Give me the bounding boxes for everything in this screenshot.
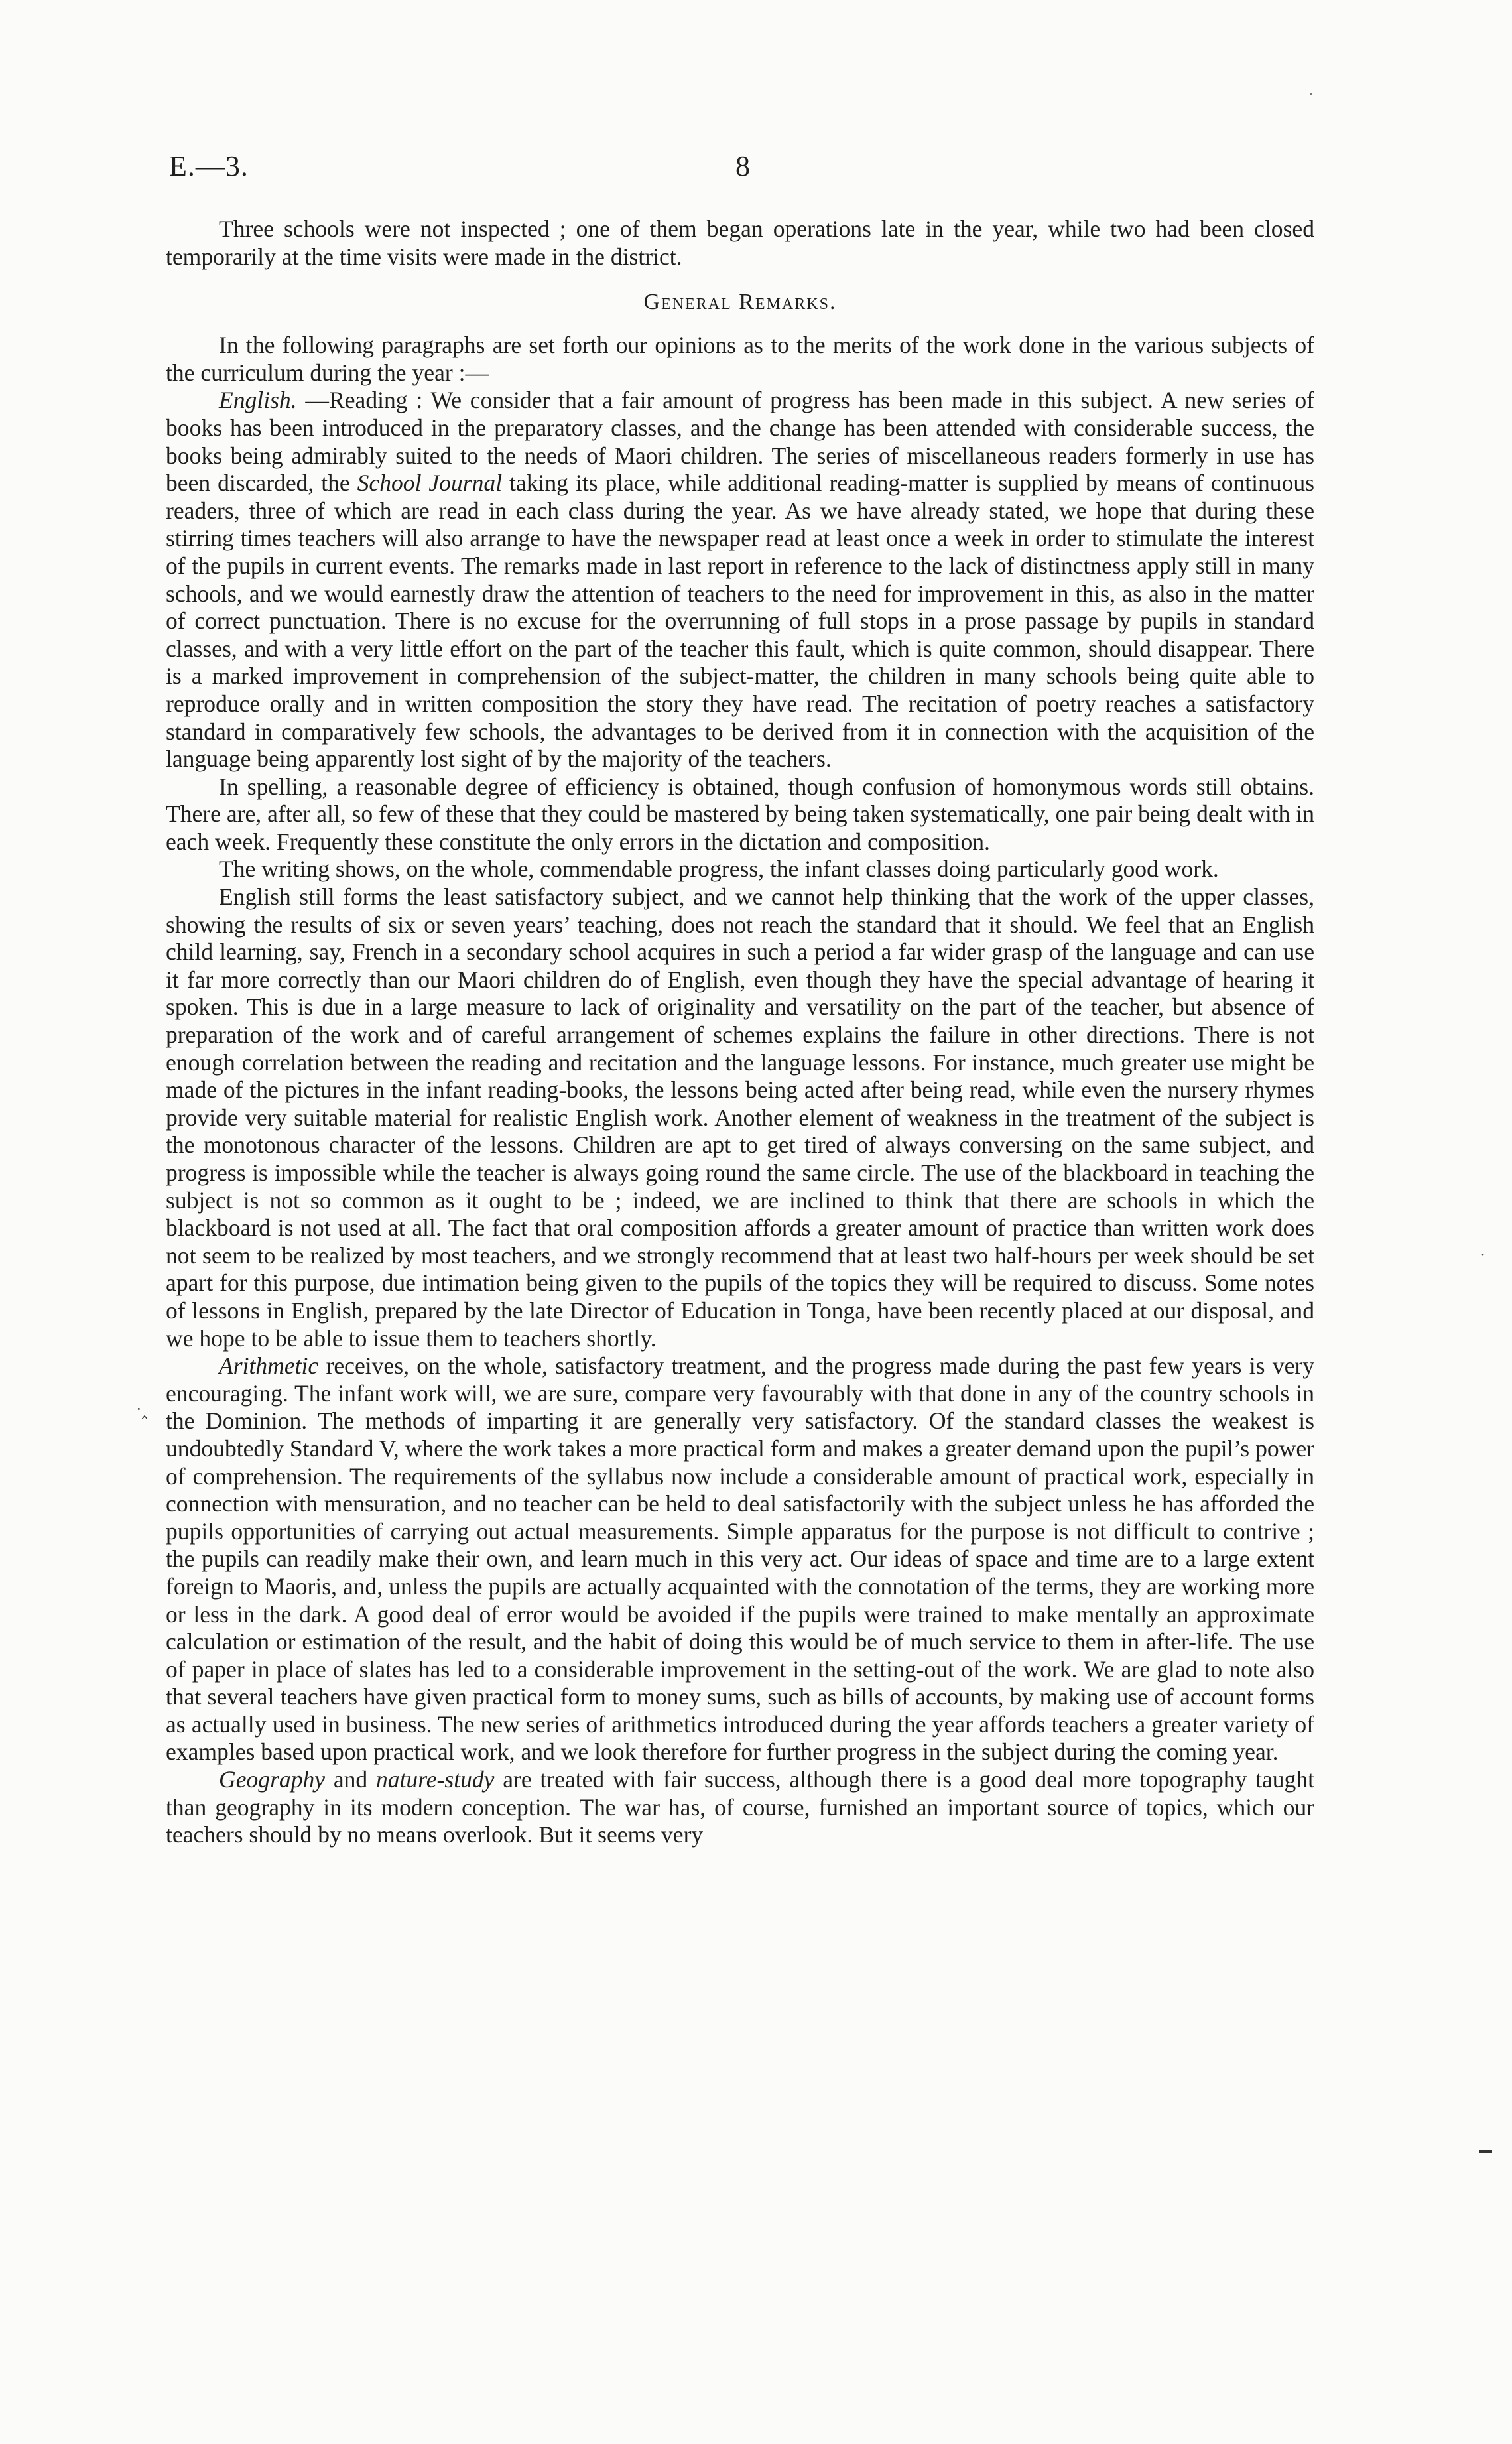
paragraph (166, 1766, 1314, 1849)
margin-mark (1479, 2150, 1492, 2153)
text-run: English still forms the least satisfactory subject, and we cannot help thinking that the work of the upper classes, showing the results of six or seven years’ teaching, does not reach the standard that it should. We feel that an English child learning, say, French in a secondary school acquires in such a period a far wider grasp of the language and can use it far more correctly than our Maori children do of English, even though they have the special advantage of hearing it spoken. This is due in a large measure to lack of originality and versatility on the part of the teacher, but absence of preparation of the work and of careful arrangement of schemes explains the failure in other directions. There is not enough correlation between the reading and recitation and the language lessons. For instance, much greater use might be made of the pictures in the infant reading-books, the lessons being acted after being read, while even the nursery rhymes provide very suitable material for realistic English work. Another element of weakness in the treatment of the subject is the monotonous character of the lessons. Children are apt to get tired of always conversing on the same subject, and progress is impossible while the teacher is always going round the same circle. The use of the blackboard in teaching the subject is not so common as it ought to be ; indeed, we are inclined to think that there are schools in which the blackboard is not used at all. The fact that oral composition affords a greater amount of practice than written work does not seem to be realized by most teachers, and we strongly recommend that at least two half-hours per week should be set apart for this purpose, due intimation being given to the pupils of the topics they will be required to discuss. Some notes of lessons in English, prepared by the late Director of Education in Tonga, have been recently placed at our disposal, and we hope to be able to issue them to teachers shortly. (166, 883, 1314, 1352)
scan-speck (1310, 93, 1312, 95)
section-heading: General Remarks. (643, 290, 837, 315)
text-run: receives, on the whole, satisfactory treatment, and the progress made during the past few years is very encouraging. The infant work will, we are sure, compare very favourably with that done in any of the country schools in the Dominion. The methods of imparting it are generally very satisfactory. Of the standard classes the weakest is undoubtedly Standard V, where the work takes a more practical form and makes a greater demand upon the pupil’s power of comprehension. The requirements of the syllabus now include a considerable amount of practical work, especially in connection with mensuration, and no teacher can be held to deal satisfactorily with the subject unless he has afforded the pupils opportunities of carrying out actual measurements. Simple apparatus for the purpose is not difficult to contrive ; the pupils can readily make their own, and learn much in this very act. Our ideas of space and time are to a large extent foreign to Maoris, and, unless the pupils are actually acquainted with the connotation of the terms, they are working more or less in the dark. A good deal of error would be avoided if the pupils were trained to make mentally an approximate calculation or estimation of the result, and the habit of doing this would be of much service to them in after-life. The use of paper in place of slates has led to a considerable improvement in the setting-out of the work. We are glad to note also that several teachers have given practical form to money sums, such as bills of accounts, by making use of account forms as actually used in business. The new series of arithmetics introduced during the year affords teachers a greater variety of examples based upon practical work, and we look therefore for further progress in the subject during the coming year. (166, 1352, 1314, 1766)
paragraph (166, 387, 1314, 773)
body-text (166, 216, 1314, 1849)
italic-term: English. (219, 387, 297, 414)
paragraph (166, 1352, 1314, 1766)
text-run: In spelling, a reasonable degree of efficiency is obtained, though confusion of homonymous words still obtains. There are, after all, so few of these that they could be mastered by being taken systematically, one pair being dealt with in each week. Frequently these constitute the only errors in the dictation and composition. (166, 773, 1314, 855)
text-run: The writing shows, on the whole, commendable progress, the infant classes doing particularly good work. (219, 856, 1219, 883)
italic-term: Arithmetic (219, 1352, 319, 1380)
paragraph (166, 332, 1314, 387)
page-header (169, 149, 1316, 189)
margin-mark: ·‸ (136, 1399, 148, 1419)
text-run: taking its place, while additional reading-matter is supplied by means of continuous readers, three of which are read in each class during the year. As we have already stated, we hope that during these stirring times teachers will also arrange to have the newspaper read at least once a week in order to stimulate the interest of the pupils in current events. The remarks made in last report in reference to the lack of distinctness apply still in many schools, and we would earnestly draw the attention of teachers to the need for improvement in this, as also in the matter of correct punctuation. There is no excuse for the overrunning of full stops in a prose passage by pupils in standard classes, and with a very little effort on the part of the teacher this fault, which is quite common, should disappear. There is a marked improvement in comprehension of the subject-matter, the children in many schools being quite able to reproduce orally and in written composition the story they have read. The recitation of poetry reaches a satisfactory standard in comparatively few schools, the advantages to be derived from it in connection with the acquisition of the language being apparently lost sight of by the majority of the teachers. (166, 470, 1315, 773)
page-number: 8 (735, 150, 750, 182)
text-run: —Reading : We consider that a fair amount of progress has been made in this subject. A new series of books has been introduced in the preparatory classes, and the change has been attended with considerable success, the books being admirably suited to the needs of Maori children. The series of miscellaneous readers formerly in use has been discarded, the (166, 387, 1314, 497)
text-run: In the following paragraphs are set forth our opinions as to the merits of the work done in the various subjects of the curriculum during the year :— (166, 332, 1314, 386)
text-run: Three schools were not inspected ; one of them began operations late in the year, while two had been closed temporarily at the time visits were made in the district. (166, 216, 1314, 270)
italic-term: nature-study (375, 1766, 495, 1793)
text-run: are treated with fair success, although there is a good deal more topography taught than geography in its modern conception. The war has, of course, furnished an important source of topics, which our teachers should by no means overlook. But it seems very (166, 1766, 1314, 1848)
paragraph (166, 216, 1314, 271)
paragraph (166, 856, 1314, 883)
text-run: and (325, 1766, 376, 1793)
margin-mark: · (1480, 1247, 1485, 1264)
italic-term: School Journal (357, 470, 503, 497)
paragraph (166, 883, 1314, 1352)
paragraph (166, 773, 1314, 856)
italic-term: Geography (219, 1766, 326, 1793)
document-reference: E.—3. (169, 150, 249, 182)
